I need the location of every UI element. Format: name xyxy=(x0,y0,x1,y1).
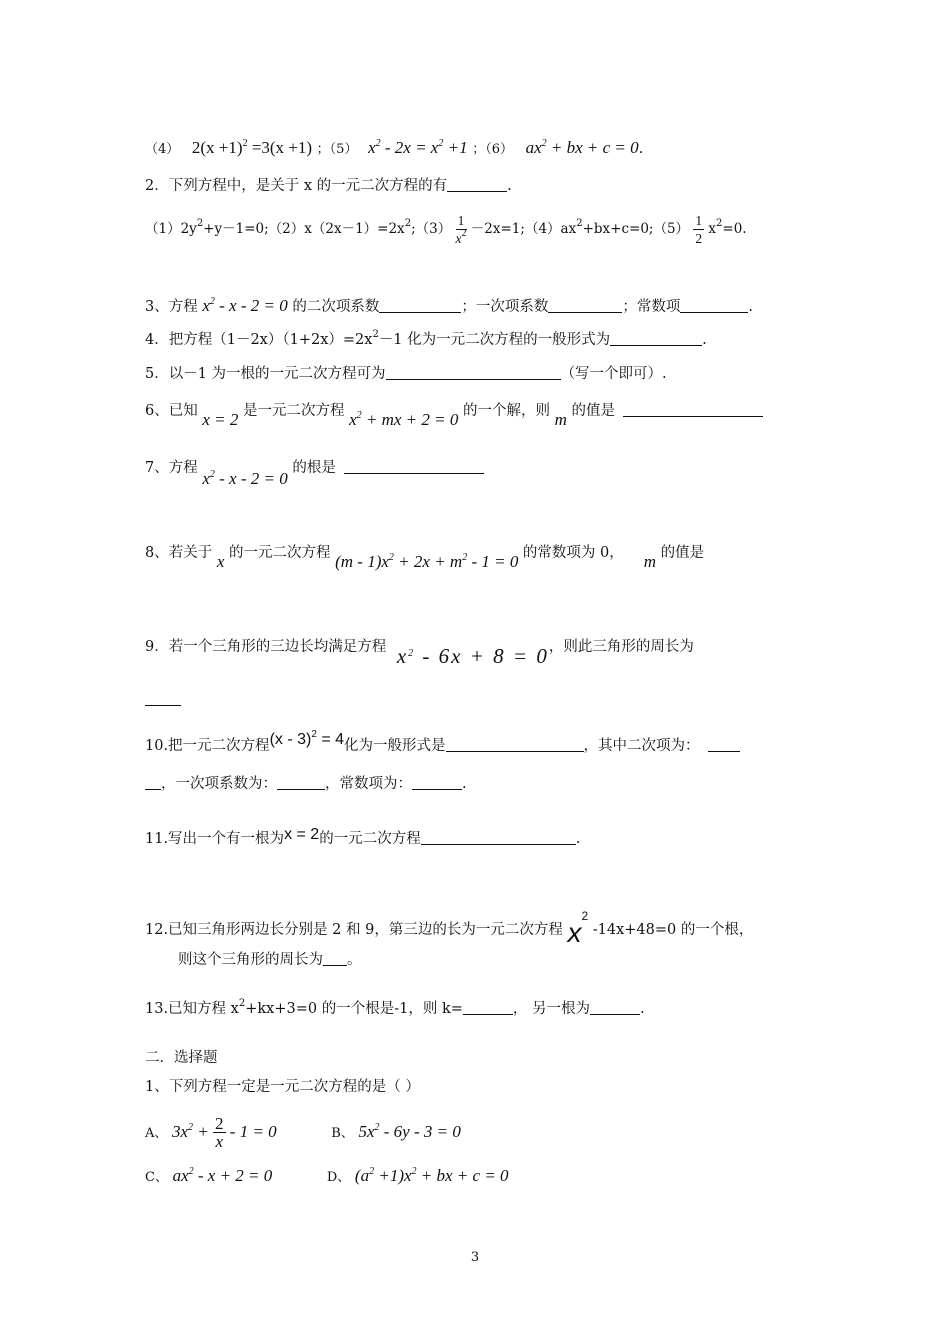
equation-row-4-6: （4） $2(x +1)^2 =3(x +1)$ ；（5） $x^2 - 2x = x^2 +1$ ；（6） $ax^2$ + bx + c = 0. xyxy=(145,138,644,157)
question-11: 11.写出一个有一根为x = 2的一元二次方程 . xyxy=(145,826,581,847)
answer-blank[interactable] xyxy=(379,298,461,313)
option-c[interactable]: C、 $ax^2 - x + 2 = 0$ xyxy=(145,1166,273,1185)
answer-blank[interactable] xyxy=(463,1000,513,1015)
fraction-1-over-x2: $\frac{1}{x^2}$ xyxy=(455,213,467,246)
question-10-cont: ，一次项系数为： ，常数项为： . xyxy=(145,774,467,794)
question-4: 4．把方程$(1-2x)(1+2x)=2x^2-1$ 化为一元二次方程的一般形式为 . xyxy=(145,329,707,348)
eq-5: $x^2 - 2x = x^2 +1$ xyxy=(368,138,468,157)
eq-q12-x: $x^2$ xyxy=(567,909,589,948)
section-title-choice: 二．选择题 xyxy=(145,1050,218,1066)
question-12: 12.已知三角形两边长分别是 2 和 9，第三边的长为一元二次方程 $x^2$ -14x+48=0 的一个根， xyxy=(145,909,754,948)
answer-blank[interactable] xyxy=(708,737,740,752)
question-9-answer-line xyxy=(145,690,181,710)
label-4: （4） xyxy=(145,142,180,157)
label-5: ；（5） xyxy=(316,142,358,157)
fraction-1-over-2: $\frac{1}{2}$ xyxy=(695,213,703,246)
answer-blank[interactable] xyxy=(610,331,702,346)
answer-blank[interactable] xyxy=(145,775,161,790)
answer-blank[interactable] xyxy=(623,402,763,417)
answer-blank[interactable] xyxy=(386,365,561,380)
answer-blank[interactable] xyxy=(145,691,181,706)
fraction-2-over-x: $\frac{2}{x}$ xyxy=(215,1114,224,1151)
question-10: 10.把一元二次方程(x - 3)$^2$ = 4化为一般形式是 ，其中二次项为： xyxy=(145,736,740,756)
eq-q6: $x^2$ + mx + 2 = 0 xyxy=(349,410,459,429)
option-a[interactable]: A、 $3x^2$ + $\frac{2}{x}$ - 1 = 0 xyxy=(145,1114,277,1151)
answer-blank[interactable] xyxy=(548,298,622,313)
eq-4: $2(x +1)^2 =3(x +1)$ xyxy=(191,138,313,157)
eq-q11: x = 2 xyxy=(284,826,320,843)
answer-blank[interactable] xyxy=(323,951,347,966)
eq-q10: (x - 3)$^2$ = 4 xyxy=(269,729,345,748)
question-6: 6、已知 x = 2 是一元二次方程 $x^2$ + mx + 2 = 0 的一个解，则 m 的值是 xyxy=(145,400,763,421)
eq-q9: $x^2 - 6x + 8 = 0$ xyxy=(396,644,549,668)
answer-blank[interactable] xyxy=(590,1000,640,1015)
eq-x-equals-2: x = 2 xyxy=(202,410,239,429)
question-12-cont: 则这个三角形的周长为 。 xyxy=(178,952,362,968)
answer-blank[interactable] xyxy=(421,830,576,845)
answer-blank[interactable] xyxy=(277,775,325,790)
question-3: 3、方程 $x^2 - x - 2 = 0$ 的二次项系数 ；一次项系数 ；常数项 . xyxy=(145,296,753,315)
question-13: 13.已知方程 $x^2+kx+3=0$ 的一个根是-1，则 k= ， 另一根为 . xyxy=(145,998,645,1017)
option-b[interactable]: B、 $5x^2 - 6y - 3 = 0$ xyxy=(331,1121,461,1141)
question-7: 7、方程 $x^2 - x - 2 = 0$ 的根是 xyxy=(145,457,484,478)
option-d[interactable]: D、 $(a^2 +1)x^2$ + bx + c = 0 xyxy=(326,1166,509,1185)
choice-row-ab xyxy=(145,1115,461,1150)
eq-6: $ax^2$ + bx + c = 0 xyxy=(525,138,639,157)
page-number: 3 xyxy=(470,1250,480,1265)
answer-blank[interactable] xyxy=(680,298,748,313)
answer-blank[interactable] xyxy=(446,737,584,752)
label-6: ；（6） xyxy=(472,142,513,157)
answer-blank[interactable] xyxy=(447,177,507,192)
answer-blank[interactable] xyxy=(344,459,484,474)
question-9: 9．若一个三角形的三边长均满足方程 $x^2 - 6x + 8 = 0$，则此三角形的周长为 xyxy=(145,639,694,668)
question-5: 5．以－1 为一根的一元二次方程可为 （写一个即可）. xyxy=(145,366,667,382)
eq-q3: $x^2 - x - 2 = 0$ xyxy=(202,296,288,315)
question-8: 8、若关于 x 的一元二次方程 $(m - 1)x^2 + 2x + m^2 - 1 = 0$ 的常数项为 0， m 的值是 xyxy=(145,545,705,571)
question-2-options: $(1)2y^2+y-1=0;(2)x(2x-1)=2x^2;(3)$ $\frac{1}{x^2}$ $-2x=1;(4)ax^2+bx+c=0;(5)$ $\frac{1}{2}$ $x^2=0$. xyxy=(145,213,747,246)
eq-q7: $x^2 - x - 2 = 0$ xyxy=(202,469,288,488)
choice-row-cd xyxy=(145,1166,509,1188)
choice-question-1: 1、下列方程一定是一元二次方程的是（ ） xyxy=(145,1079,420,1095)
answer-blank[interactable] xyxy=(412,775,462,790)
question-2: 2．下列方程中，是关于 x 的一元二次方程的有 . xyxy=(145,178,512,194)
eq-q8: $(m - 1)x^2 + 2x + m^2 - 1 = 0$ xyxy=(335,552,519,571)
